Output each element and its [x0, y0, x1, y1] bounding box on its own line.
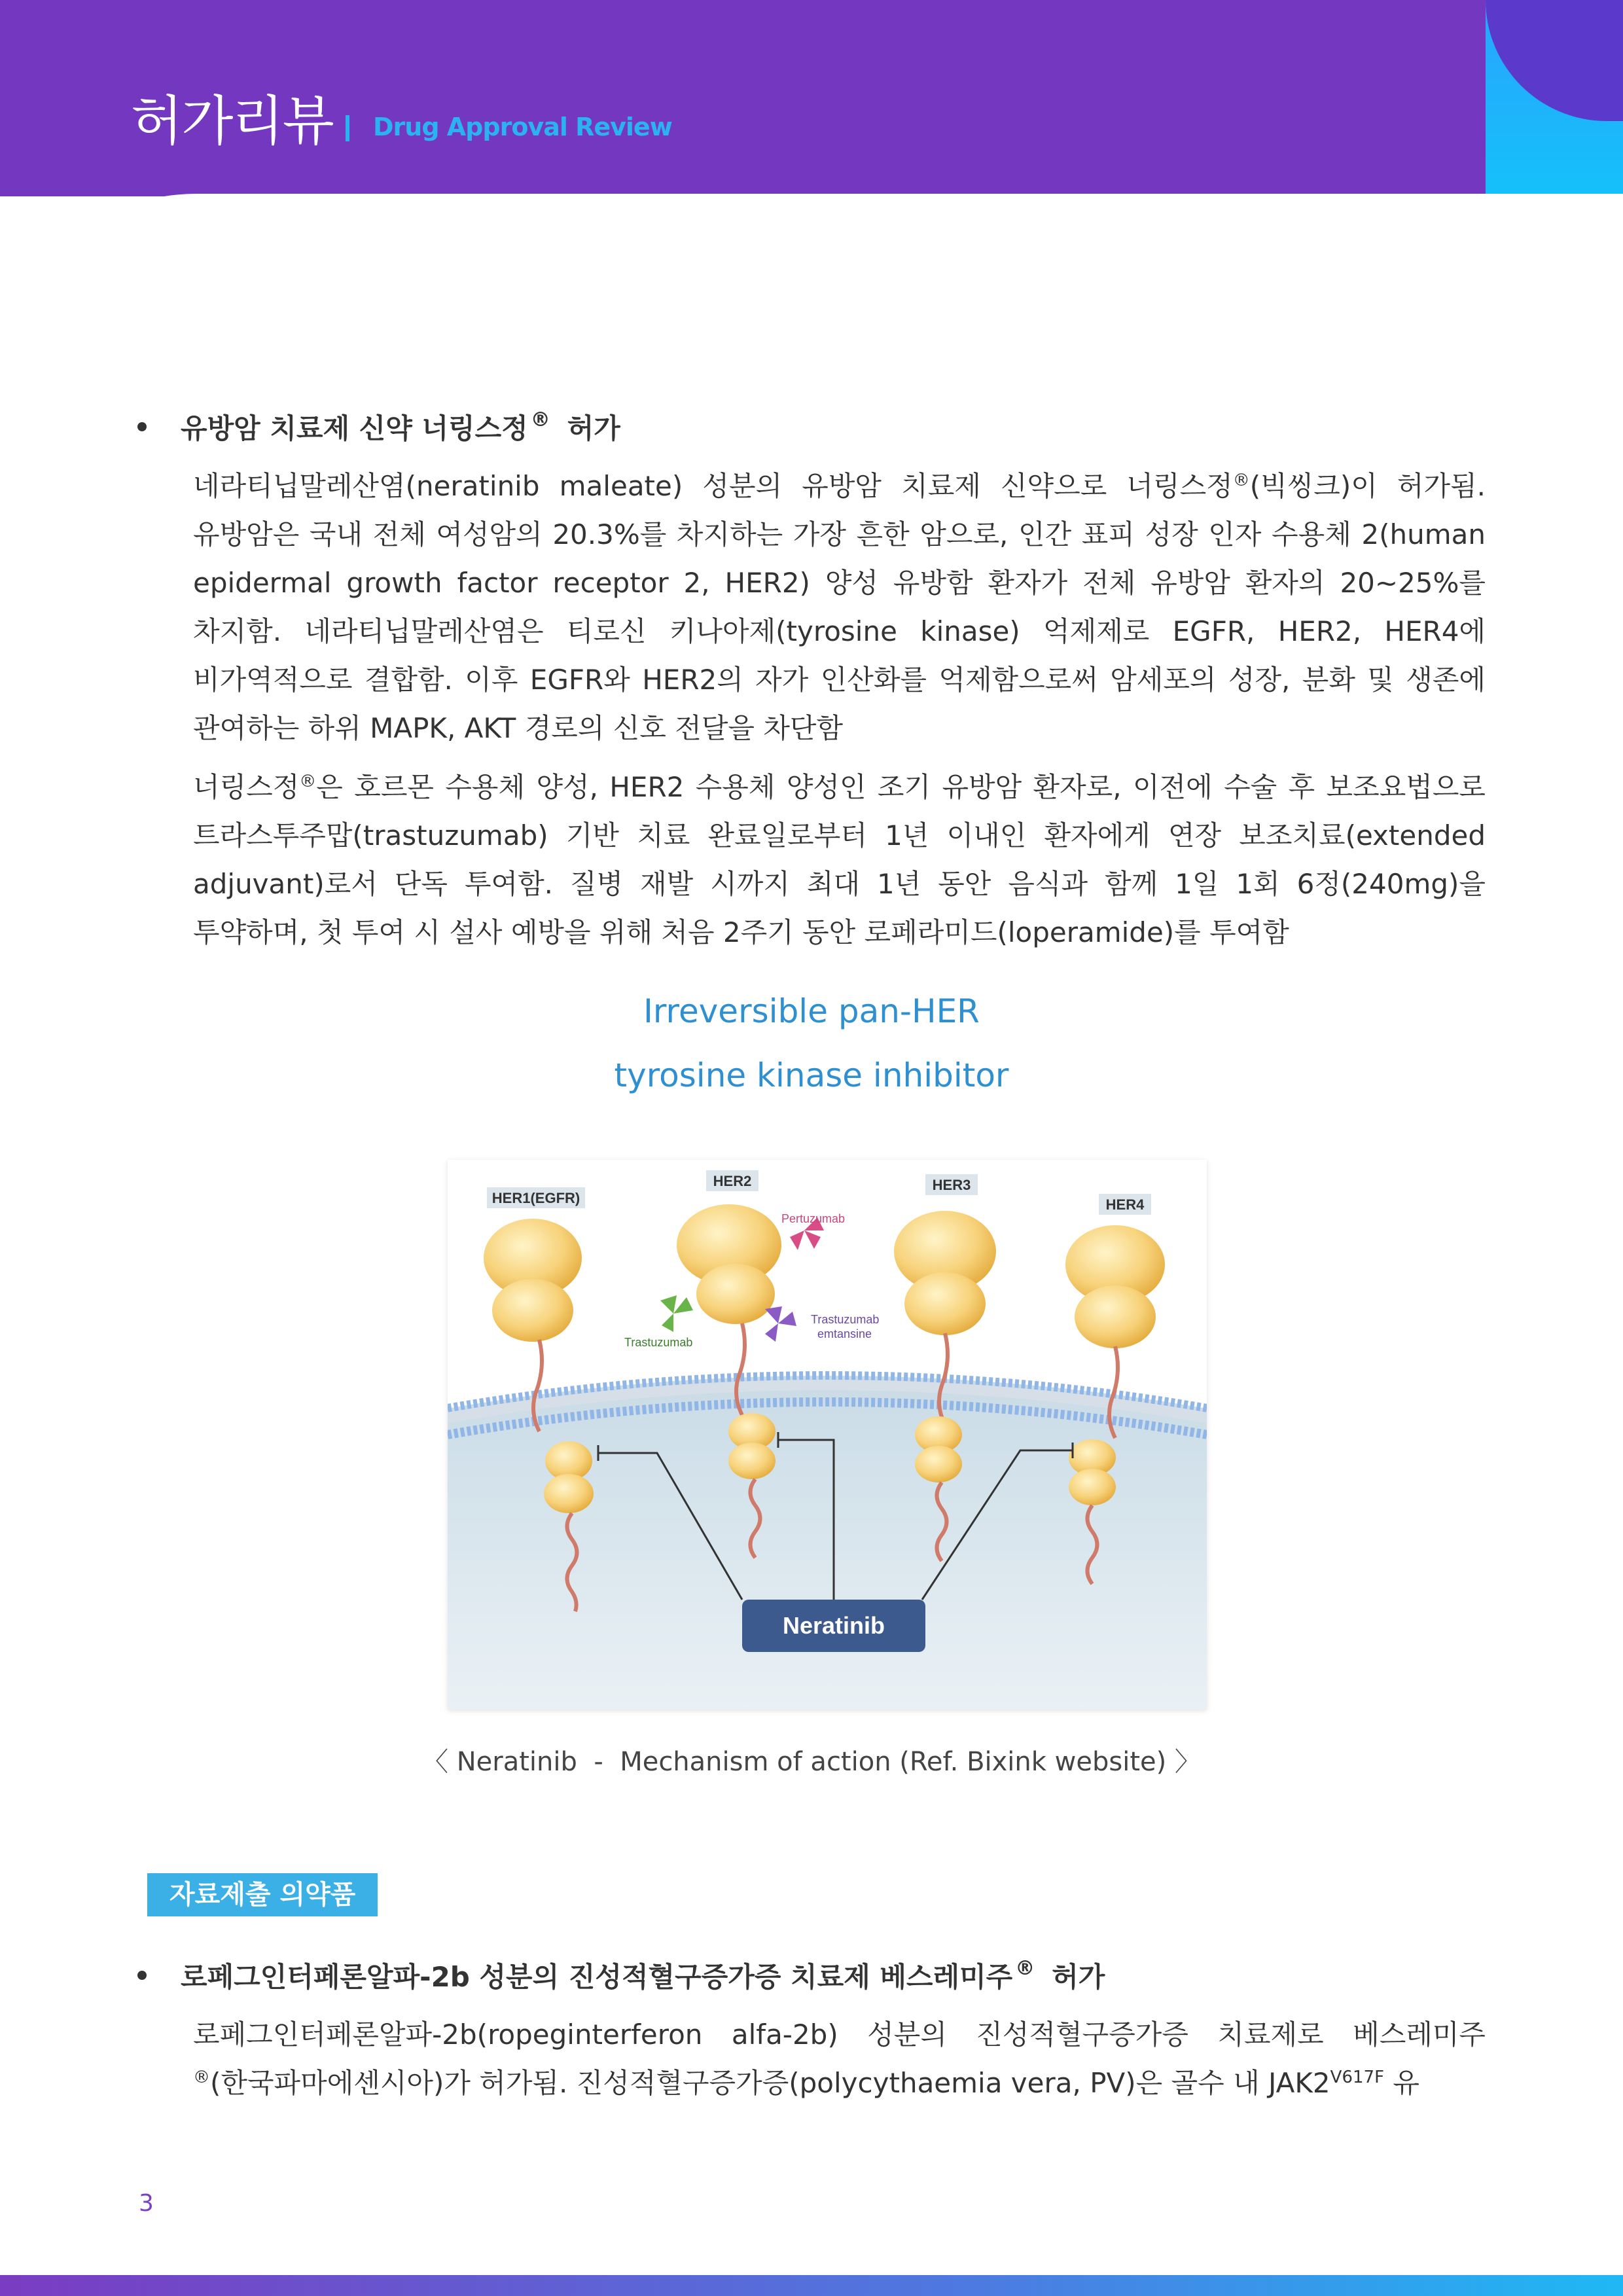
section1-title: [137, 407, 620, 446]
trastuzumab-emtansine-antibody: [765, 1306, 879, 1342]
page-number: 3: [139, 2190, 154, 2217]
receptor-domain: [492, 1279, 573, 1342]
kinase-domain: [544, 1474, 594, 1513]
neratinib-label: Neratinib: [782, 1612, 885, 1639]
receptor-label: HER1(EGFR): [491, 1190, 580, 1206]
antibody-label: Trastuzumab: [624, 1336, 693, 1349]
figure-title-line2: tyrosine kinase inhibitor: [614, 1056, 1009, 1094]
paragraph-text: 은 호르몬 수용체 양성, HER2 수용체 양성인 조기 유방암 환자로, 이전에 수술 후 보조요법으로 트라스투주맙(trastuzumab) 기반 치료 완료일로부터 1년 이내인 환자에게 연장 보조치료(extended adjuvant)로서 단독 투여함. 질병 재발 시까지 최대 1년 동안 음식과 함께 1일 1회 6정(240mg)을 투약하며, 첫 투여 시 설사 예방을 위해 처음 2주기 동안 로페라미드(loperamide)를 투여함: [193, 771, 1486, 948]
paragraph-text: 너링스정: [193, 771, 300, 803]
header-title-korean: 허가리뷰: [131, 90, 333, 152]
kinase-domain: [915, 1446, 962, 1482]
paragraph-text: 로페그인터페론알파-2b(ropeginterferon alfa-2b) 성분의 진성적혈구증가증 치료제로 베스레미주: [193, 2018, 1486, 2051]
neratinib-box: [742, 1600, 925, 1652]
kinase-domain: [1069, 1469, 1116, 1505]
receptor-domain: [1075, 1285, 1156, 1348]
receptor-label: HER2: [713, 1173, 752, 1189]
section2-title-suffix: 허가: [1052, 1961, 1105, 1993]
header-corner-arc: [1486, 0, 1623, 121]
header-separator: [346, 115, 349, 141]
registered-mark: ®: [1015, 1957, 1035, 1980]
paragraph-text: 네라티닙말레산염(neratinib maleate) 성분의 유방암 치료제 신약으로 너링스정: [193, 470, 1233, 502]
mechanism-diagram: [448, 1160, 1207, 1710]
paragraph-text: (빅씽크)이 허가됨. 유방암은 국내 전체 여성암의 20.3%를 차지하는 가장 흔한 암으로, 인간 표피 성장 인자 수용체 2(human epidermal growth factor receptor 2, HER2) 양성 유방함 환자가 전체 유방암 환자의 20~25%를 차지함. 네라티닙말레산염은 티로신 키나아제(tyrosine kinase) 억제제로 EGFR, HER2, HER4에 비가역적으로 결합함. 이후 EGFR와 HER2의 자가 인산화를 억제함으로써 암세포의 성장, 분화 및 생존에 관여하는 하위 MAPK, AKT 경로의 신호 전달을 차단함: [193, 470, 1486, 744]
figure-title-line1: Irreversible pan-HER: [643, 992, 980, 1030]
mechanism-diagram-svg: [448, 1160, 1207, 1710]
section1-title-text: 유방암 치료제 신약 너링스정: [181, 412, 528, 444]
receptor-domain: [904, 1272, 986, 1335]
registered-mark: ®: [299, 772, 317, 791]
paragraph-text: 유: [1384, 2067, 1419, 2099]
registered-mark: ®: [530, 408, 550, 431]
antibody-label: Pertuzumab: [781, 1212, 846, 1225]
registered-mark: ®: [193, 2068, 210, 2087]
page-header: [0, 0, 1623, 196]
cytoplasm-area: [448, 1376, 1207, 1710]
paragraph-text: (한국파마에센시아)가 허가됨. 진성적혈구증가증(polycythaemia vera, PV)은 골수 내 JAK2: [210, 2067, 1330, 2099]
section2-title-text: 로페그인터페론알파-2b 성분의 진성적혈구증가증 치료제 베스레미주: [181, 1961, 1013, 1993]
receptor-label: HER3: [932, 1177, 971, 1193]
section2-paragraph1: [193, 2011, 1486, 2108]
section1-title-suffix: 허가: [567, 412, 620, 444]
section2-title: [137, 1956, 1105, 1995]
header-corner-decoration: [1486, 0, 1623, 196]
footer-bar: [0, 2275, 1623, 2296]
section1-paragraph1: [193, 462, 1486, 753]
pertuzumab-antibody: [781, 1212, 845, 1250]
trastuzumab-antibody: [624, 1295, 693, 1349]
superscript-mutation: V617F: [1330, 2068, 1385, 2087]
registered-mark: ®: [1232, 471, 1250, 490]
figure-caption: 〈 Neratinib - Mechanism of action (Ref. Bixink website) 〉: [422, 1747, 1201, 1777]
receptor-label: HER4: [1105, 1196, 1145, 1213]
bullet-icon: [137, 1971, 147, 1980]
antibody-label: Trastuzumab: [811, 1313, 880, 1326]
header-title-english: Drug Approval Review: [373, 113, 672, 141]
section-tag: 자료제출 의약품: [147, 1873, 378, 1916]
section1-paragraph2: [193, 763, 1486, 957]
receptor-domain: [696, 1264, 775, 1324]
bullet-icon: [137, 422, 147, 431]
antibody-label: emtansine: [817, 1327, 872, 1340]
kinase-domain: [728, 1443, 776, 1479]
